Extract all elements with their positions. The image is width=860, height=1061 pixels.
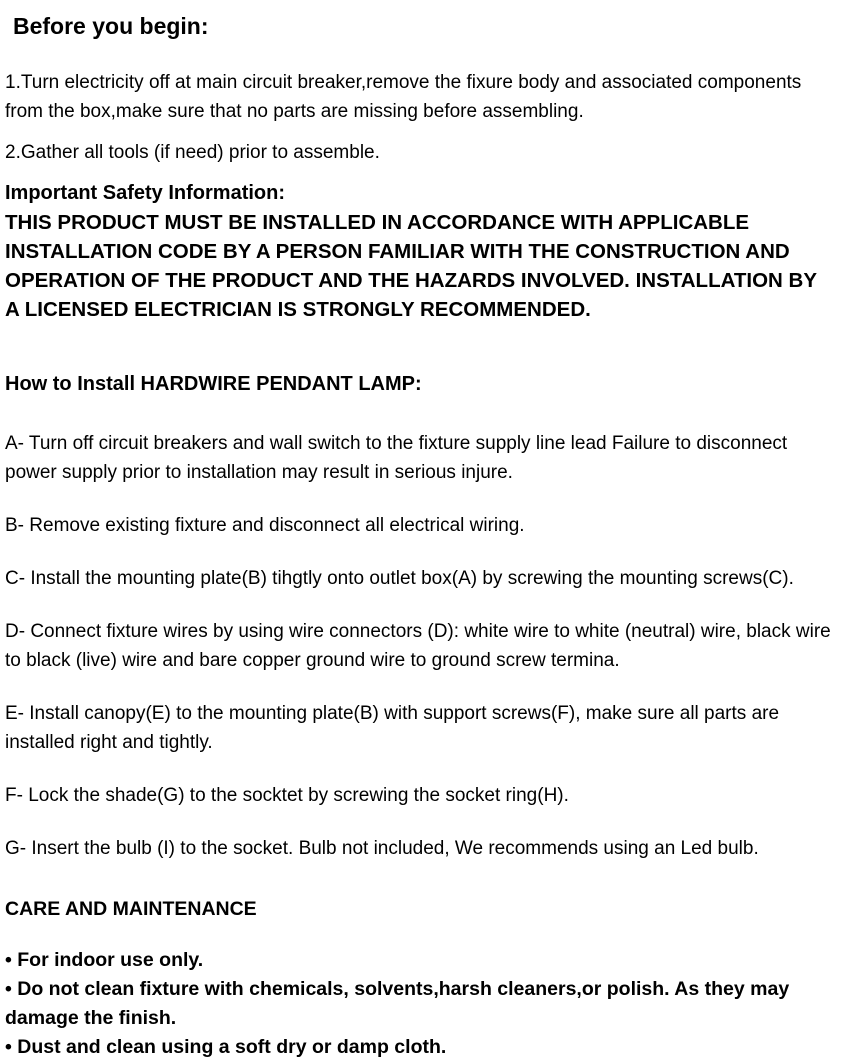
intro-step-2: 2.Gather all tools (if need) prior to assemble.: [5, 142, 380, 163]
safety-information-heading: Important Safety Information:: [5, 182, 286, 204]
care-item-indoor-use: • For indoor use only.: [5, 949, 204, 971]
install-step-g: G- Insert the bulb (I) to the socket. Bulb not included, We recommends using an Led bulb.: [5, 838, 759, 859]
install-step-c: C- Install the mounting plate(B) tihgtly onto outlet box(A) by screwing the mounting screws(C).: [5, 568, 794, 589]
care-item-no-chemicals: • Do not clean fixture with chemicals, solvents,harsh cleaners,or polish. As they may damage the finish.: [5, 978, 790, 1029]
install-step-e: E- Install canopy(E) to the mounting plate(B) with support screws(F), make sure all parts are installed right and tightly.: [5, 703, 780, 753]
install-step-a: A- Turn off circuit breakers and wall switch to the fixture supply line lead Failure to disconnect power supply prior to installation may result in serious injure.: [5, 433, 788, 483]
how-to-install-heading: How to Install HARDWIRE PENDANT LAMP:: [5, 373, 422, 395]
install-step-b: B- Remove existing fixture and disconnect all electrical wiring.: [5, 515, 525, 536]
install-step-d: D- Connect fixture wires by using wire connectors (D): white wire to white (neutral) wire, black wire to black (live) wire and bare copper ground wire to ground screw termina.: [5, 621, 831, 671]
care-item-dust-clean: • Dust and clean using a soft dry or damp cloth.: [5, 1036, 447, 1058]
intro-step-1: 1.Turn electricity off at main circuit breaker,remove the fixure body and associated components from the box,make sure that no parts are missing before assembling.: [5, 72, 802, 122]
install-step-f: F- Lock the shade(G) to the socktet by screwing the socket ring(H).: [5, 785, 569, 806]
before-you-begin-heading: Before you begin:: [13, 13, 209, 39]
safety-warning-text: THIS PRODUCT MUST BE INSTALLED IN ACCORDANCE WITH APPLICABLE INSTALLATION CODE BY A PERSON FAMILIAR WITH THE CONSTRUCTION AND OPERATION OF THE PRODUCT AND THE HAZARDS INVOLVED. INSTALLATION BY A LICENSED ELECTRICIAN IS STRONGLY RECOMMENDED.: [5, 211, 817, 321]
care-and-maintenance-heading: CARE AND MAINTENANCE: [5, 898, 257, 920]
